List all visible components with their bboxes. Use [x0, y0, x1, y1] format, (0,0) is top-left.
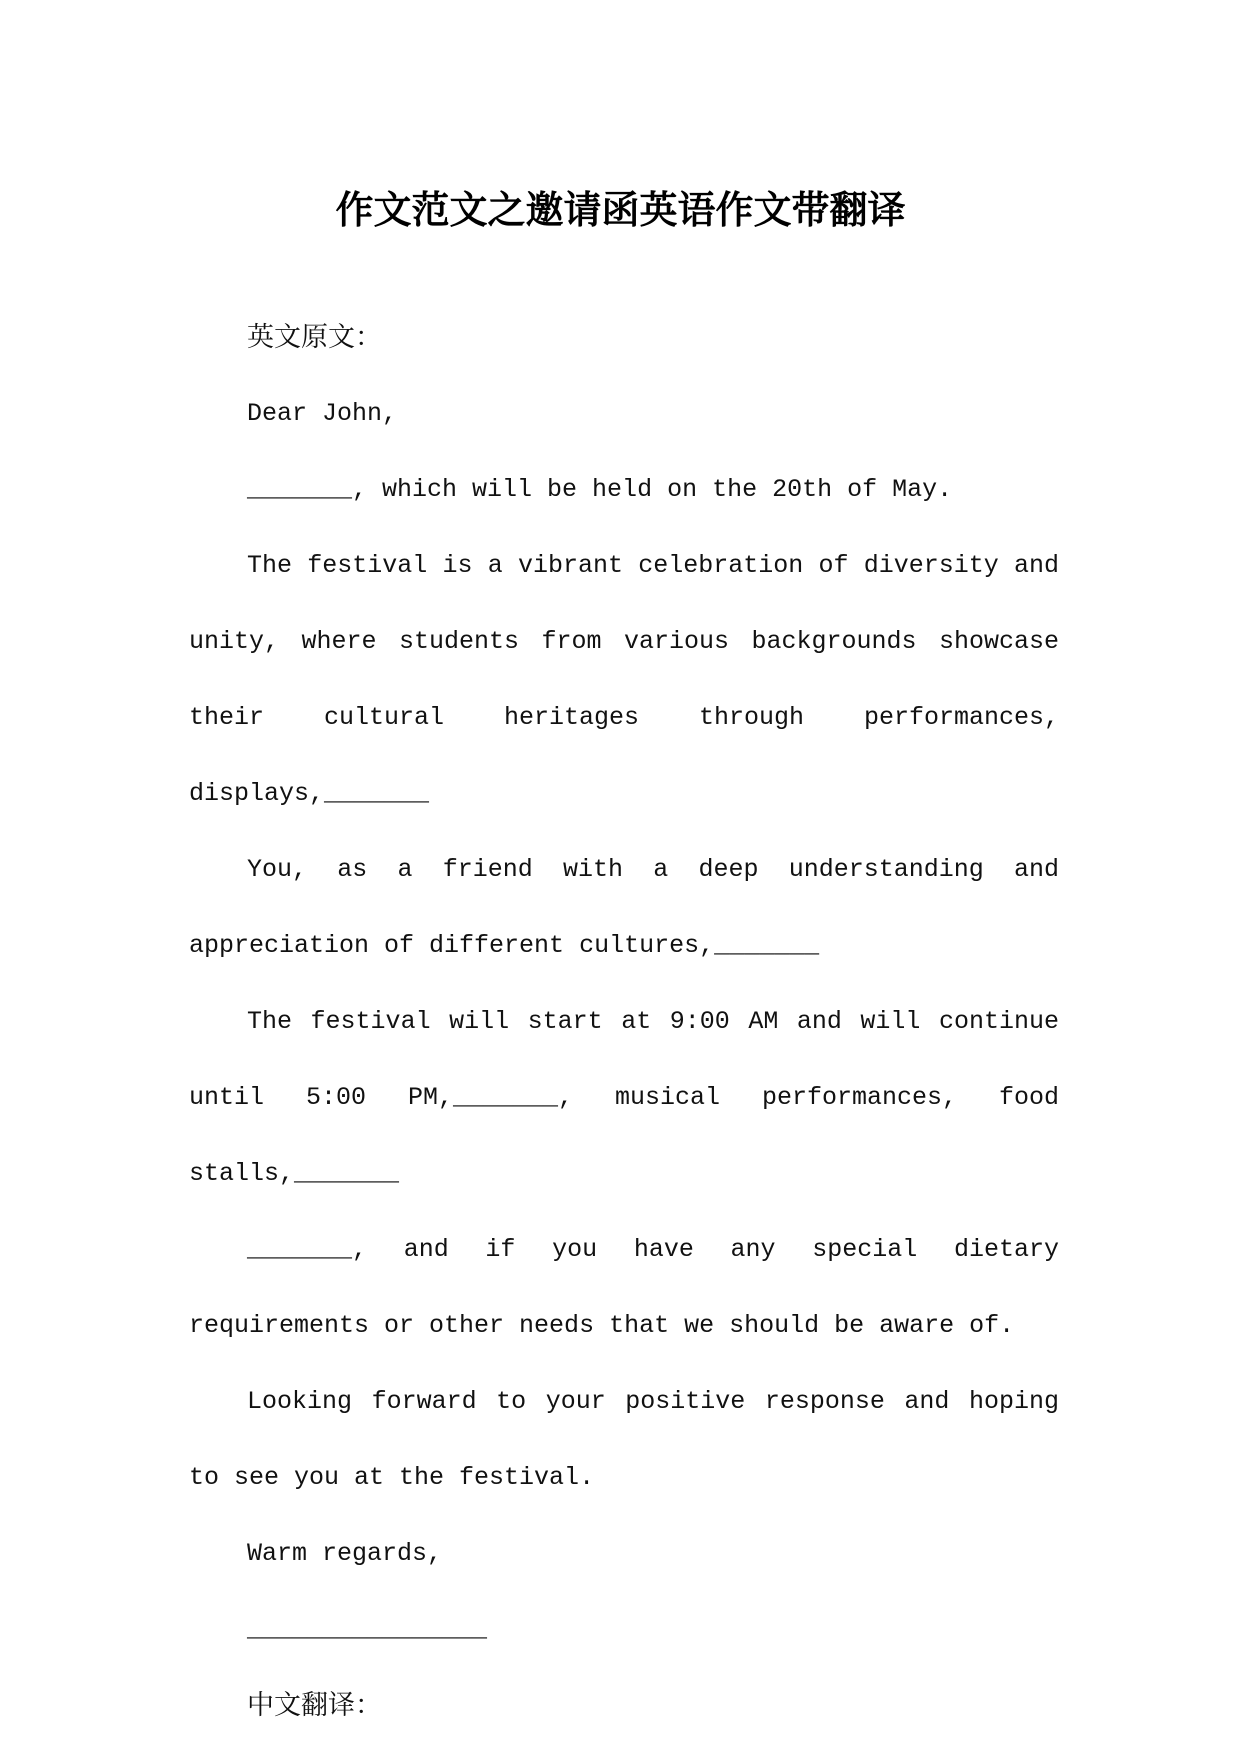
signature-blank: ________________ [247, 1615, 488, 1644]
english-original-label: 英文原文： [247, 322, 382, 353]
letter-paragraph-1: _______, which will be held on the 20th of May. [247, 475, 953, 504]
letter-paragraph-6: Looking forward to your positive response and hoping to see you at the festival. [189, 1387, 1059, 1492]
letter-paragraph-2: The festival is a vibrant celebration of diversity and unity, where students from various backgrounds showcase their cultural heritages through performances, displays,_______ [189, 551, 1059, 808]
letter-closing: Warm regards, [247, 1539, 443, 1568]
letter-paragraph-3: You, as a friend with a deep understanding and appreciation of different cultures,_______ [189, 855, 1059, 960]
document-title: 作文范文之邀请函英语作文带翻译 [335, 187, 906, 232]
chinese-translation-label: 中文翻译： [247, 1690, 382, 1721]
letter-greeting: Dear John, [247, 399, 398, 428]
document-body [189, 300, 1059, 1744]
letter-paragraph-5: _______, and if you have any special dietary requirements or other needs that we should be aware of. [189, 1235, 1059, 1340]
letter-paragraph-4: The festival will start at 9:00 AM and will continue until 5:00 PM,_______, musical performances, food stalls,_______ [189, 1007, 1059, 1188]
